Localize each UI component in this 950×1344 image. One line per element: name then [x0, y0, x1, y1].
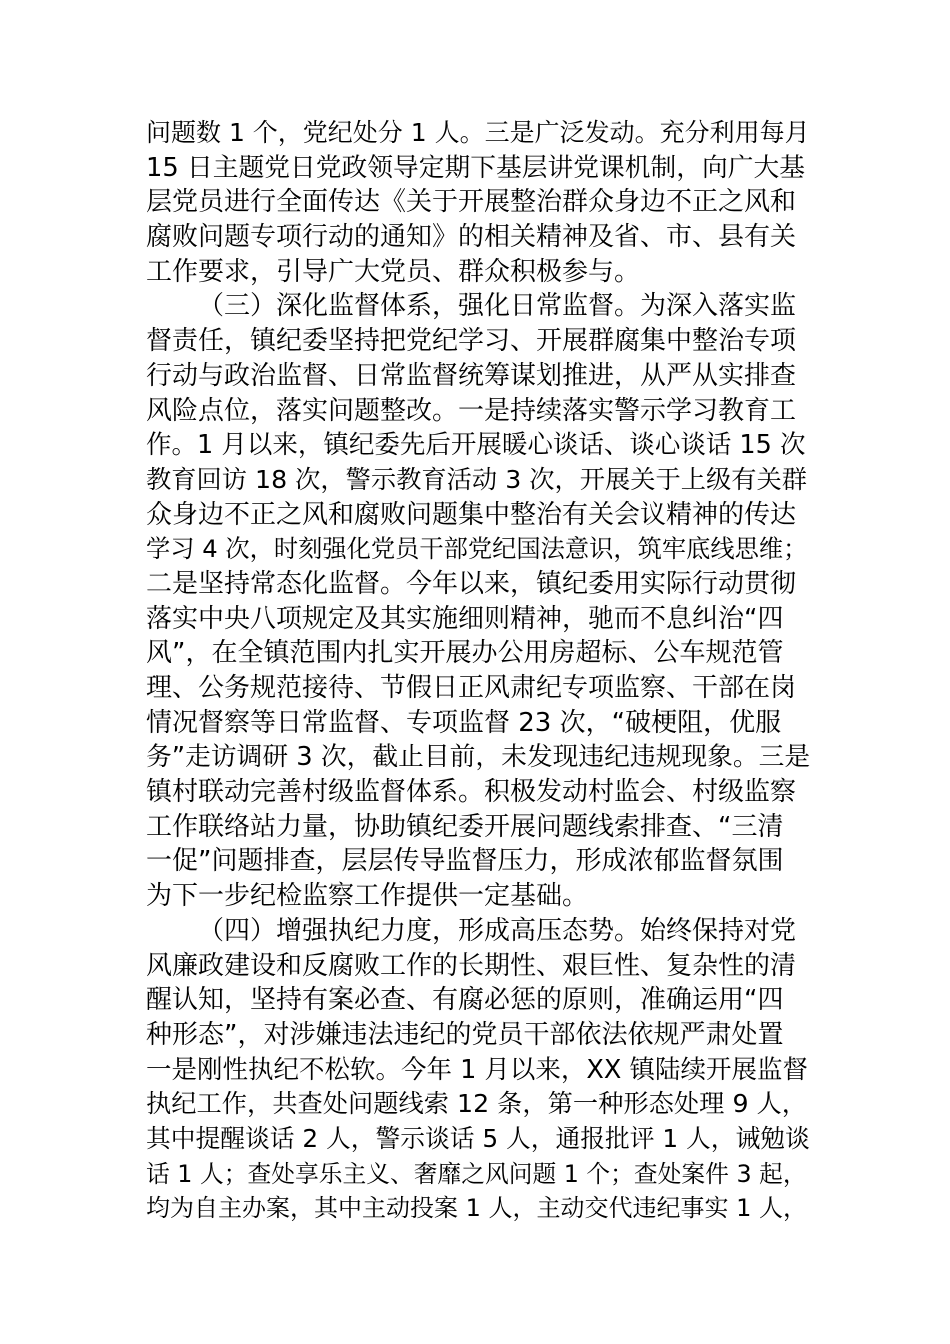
text-line: 镇村联动完善村级监督体系。积极发动村监会、村级监察 [146, 777, 797, 808]
text-line: 均为自主办案，其中主动投案 1 人，主动交代违纪事实 1 人， [146, 1194, 808, 1223]
text-line: 作。1 月以来，镇纪委先后开展暖心谈话、谈心谈话 15 次 [146, 430, 806, 461]
text-line: 工作要求，引导广大党员、群众积极参与。 [146, 256, 641, 287]
text-line: 落实中央八项规定及其实施细则精神，驰而不息纠治“四 [146, 603, 784, 634]
text-line: 二是坚持常态化监督。今年以来，镇纪委用实际行动贯彻 [146, 568, 797, 599]
text-line: 风险点位，落实问题整改。一是持续落实警示学习教育工 [146, 395, 797, 426]
text-line: 腐败问题专项行动的通知》的相关精神及省、市、县有关 [146, 222, 797, 253]
text-line: 一促”问题排查，层层传导监督压力，形成浓郁监督氛围 [146, 846, 784, 877]
paragraph-first-line: （四）增强执纪力度，形成高压态势。始终保持对党 [198, 915, 797, 946]
text-line: 学习 4 次，时刻强化党员干部党纪国法意识，筑牢底线思维； [146, 534, 808, 564]
text-line: 众身边不正之风和腐败问题集中整治有关会议精神的传达 [146, 499, 797, 530]
text-line: 执纪工作，共查处问题线索 12 条，第一种形态处理 9 人， [146, 1089, 808, 1119]
text-line: 风”，在全镇范围内扎实开展办公用房超标、公车规范管 [146, 638, 784, 669]
text-line: 务”走访调研 3 次，截止目前，未发现违纪违规现象。三是 [146, 742, 811, 773]
text-line: 行动与政治监督、日常监督统筹谋划推进，从严从实排查 [146, 360, 797, 391]
text-line: 督责任，镇纪委坚持把党纪学习、开展群腐集中整治专项 [146, 326, 797, 357]
text-line: 为下一步纪检监察工作提供一定基础。 [146, 881, 589, 912]
text-line: 其中提醒谈话 2 人，警示谈话 5 人，通报批评 1 人，诫勉谈 [146, 1123, 810, 1153]
text-line: 理、公务规范接待、节假日正风肃纪专项监察、干部在岗 [146, 673, 797, 703]
paragraph-first-line: （三）深化监督体系，强化日常监督。为深入落实监 [198, 291, 797, 322]
text-line: 种形态”，对涉嫌违法违纪的党员干部依法依规严肃处置 [146, 1019, 784, 1050]
text-line: 一是刚性执纪不松软。今年 1 月以来，XX 镇陆续开展监督 [146, 1054, 808, 1085]
text-line: 话 1 人；查处享乐主义、奢靡之风问题 1 个；查处案件 3 起， [146, 1159, 807, 1188]
document-body-text [146, 116, 810, 1226]
text-line: 情况督察等日常监督、专项监督 23 次，“破梗阻，优服 [146, 707, 782, 738]
text-line: 醒认知，坚持有案必查、有腐必惩的原则，准确运用“四 [146, 985, 784, 1016]
text-line: 教育回访 18 次，警示教育活动 3 次，开展关于上级有关群 [146, 464, 808, 494]
text-line: 风廉政建设和反腐败工作的长期性、艰巨性、复杂性的清 [146, 950, 797, 981]
text-line: 层党员进行全面传达《关于开展整治群众身边不正之风和 [146, 187, 797, 218]
text-line: 问题数 1 个，党纪处分 1 人。三是广泛发动。充分利用每月 [146, 118, 810, 147]
text-line: 15 日主题党日党政领导定期下基层讲党课机制，向广大基 [146, 152, 805, 183]
text-line: 工作联络站力量，协助镇纪委开展问题线索排查、“三清 [146, 811, 784, 842]
